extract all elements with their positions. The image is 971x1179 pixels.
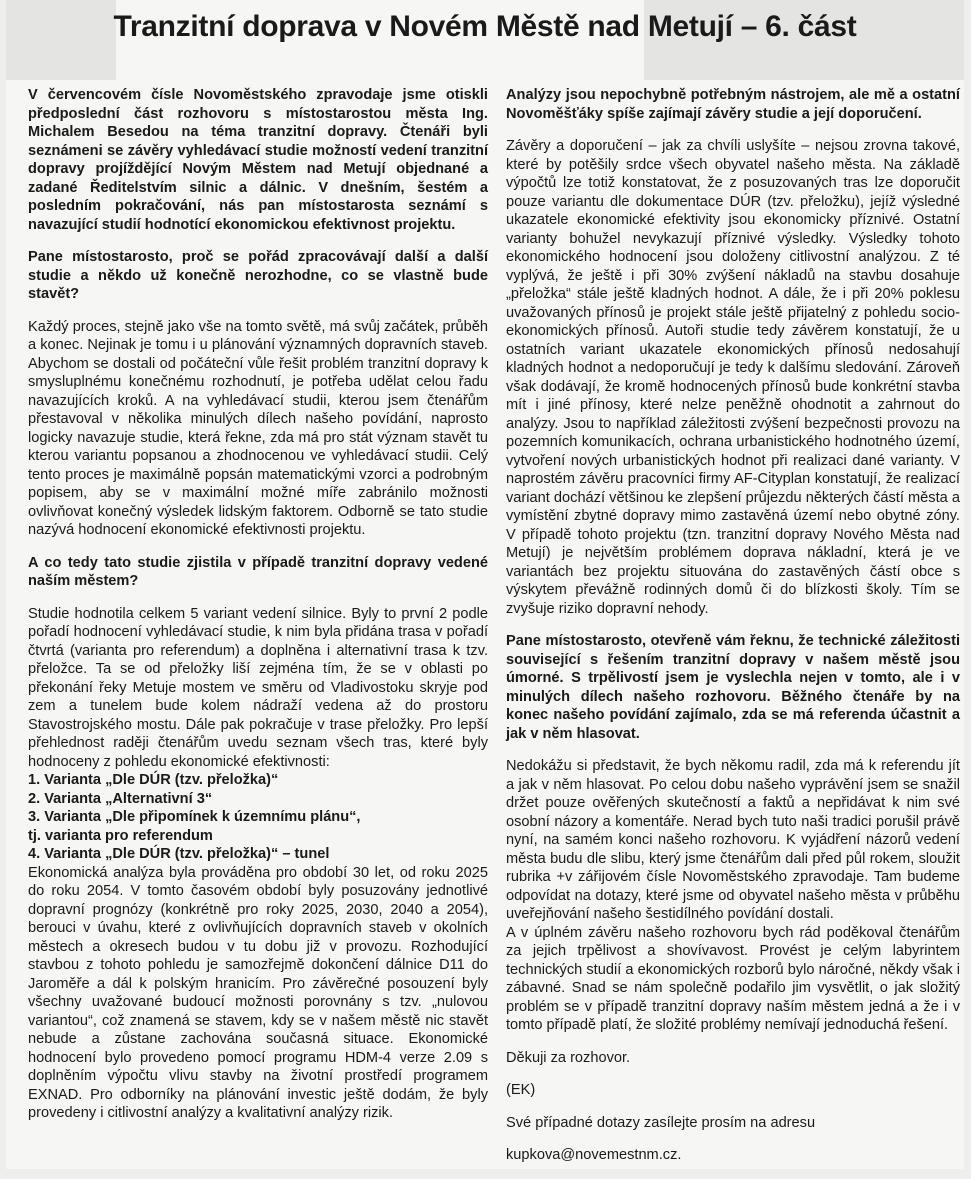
variant-list xyxy=(28,771,488,864)
thanks-line: Děkuji za rozhovor. xyxy=(506,1049,631,1066)
question-4: Pane místostarosto, otevřeně vám řeknu, že technické záležitosti související s řešením tranzitní dopravy v našem městě jsou úmorné. S trpělivostí jsem je vyslechla nejen v tomto, ale i v minulých dílech našeho rozhovoru. Běžného čtenáře by na konec našeho povídání zajímalo, zda se má referenda účastnit a jak v něm hlasovat. xyxy=(506,633,960,742)
answer-2-continued: Ekonomická analýza byla prováděna pro období 30 let, od roku 2025 do roku 2054. V tomto časovém období byly posuzovány jednotlivé dopravní prognózy (konkrétně pro roky 2025, 2030, 2040 a 2054), berouci v úvahu, které z ovlivňujících dopravních staveb v okolních městech a okresech budou v tu dobu již v provozu. Rozhodující stavbou z tohoto pohledu je samozřejmě dokončení dálnice D11 do Jaroměře a dál k polským hranicím. Pro závěrečné posouzení byly všechny uvažované budoucí možnosti porovnány s tzv. „nulovou variantou“, což znamená se stavem, kdy se v našem městě nic stavět nebude a zůstane zachována současná situace. Ekonomické hodnocení bylo provedeno pomocí programu HDM-4 verze 2.09 s doplněním výpočtu vlivu stavby na životní prostředí programem EXNAD. Pro odborníky na plánování investic ještě dodám, že byly provedeny i citlivostní analýzy a kvalitativní analýzy rizik. xyxy=(28,864,488,1121)
question-3: Analýzy jsou nepochybně potřebným nástrojem, ale mě a ostatní Novoměšťáky spíše zajímají závěry studie a její doporučení. xyxy=(506,87,960,122)
newspaper-page xyxy=(6,0,964,1169)
answer-4-continued: A v úplném závěru našeho rozhovoru bych rád poděkoval čtenářům za jejich trpělivost a shovívavost. Provést je celým labyrintem technických studií a ekonomických rozborů bylo náročné, někdy však i zábavné. Snad se nám společně podařilo jim vysvětlit, o jak složitý problém se v případě tranzitní dopravy naším městem jedná a že i v tomto případě platí, že složité problémy nemívají jednoduchá řešení. xyxy=(506,924,960,1033)
signature-block xyxy=(506,1049,960,1165)
answer-4: Nedokážu si představit, že bych někomu radil, zda má k referendu jít a jak v něm hlasovat. Po celou dobu našeho vyprávění jsem se snažil držet pouze ověřených skutečností a faktů a nepřidávat k nim své osobní názory a komentáře. Nerad bych tuto naši tradici porušil právě nyní, na samém konci našeho rozhovoru. K vyjádření názorů vedení města budu dle slibu, který jsme čtenářům dali před půl rokem, sloužit rubrika +v zářijovém čísle Novoměstského zpravodaje. Tam budeme odpovídat na dotazy, které jsme od obyvatel našeho města v průběhu uveřejňování našeho šestidílného povídání dostali. xyxy=(506,758,960,922)
article-intro: V červencovém čísle Novoměstského zpravodaje jsme otiskli předposlední část rozhovoru s místostarostou města Ing. Michalem Besedou na téma tranzitní dopravy. Čtenáři byli seznámeni se závěry vyhledávací studie možností vedení tranzitní dopravy projíždějící Novým Městem nad Metují objednané a zadané Ředitelstvím silnic a dálnic. V dnešním, šestém a posledním pokračování, nás pan místostarosta seznámí s navazující studií hodnotící ekonomickou efektivnost projektu. xyxy=(28,87,488,233)
author-initials: (EK) xyxy=(506,1082,536,1098)
answer-2: Studie hodnotila celkem 5 variant vedení silnice. Byly to první 2 podle pořadí hodnocení vyhledávací studie, k nim byla přidána trasa v pořadí čtvrtá (varianta pro referendum) a doplněna i alternativní trasa k tzv. přeložce. Ta se od přeložky liší zejména tím, že se v oblasti po překonání řeky Metuje mostem ve směru od Vladivostoku skryje pod zem a tunelem bude kolem nádraží vedena až do prostoru Stavostrojského mostu. Dále pak pokračuje v trase přeložky. Pro lepší přehlednost raději čtenářům uvedu seznam všech tras, které byly hodnoceny z pohledu ekonomické efektivnosti: xyxy=(28,605,488,770)
question-2: A co tedy tato studie zjistila v případě tranzitní dopravy vedené naším městem? xyxy=(28,554,488,589)
left-column xyxy=(28,86,488,1137)
answer-3: Závěry a doporučení – jak za chvíli uslyšíte – nejsou zrovna takové, které by potěšily srdce všech obyvatel našeho města. Na základě výpočtů lze totiž konstatovat, že z posuzovaných tras lze doporučit pouze variantu dle dokumentace DÚR (tzv. přeložku), jejíž výsledné ukazatele ekonomické efektivity jsou ekonomicky příznivé. Ostatní varianty bohužel nevykazují příznivé výsledky. Výsledky tohoto ekonomického hodnocení jsou doloženy citlivostní analýzou. Z té vyplývá, že ještě i při 30% zvýšení nákladů na stavbu dosahuje „přeložka“ stále ještě kladných hodnot. A dále, že i při 20% poklesu uvažovaných přínosů je projekt stále ještě přijatelný z pohledu socio-ekonomických přínosů. Autoři studie tedy závěrem konstatují, že u ostatních variant ukazatele ekonomických přínosů nedosahují kladných hodnot a nedoporučují je tedy k dalšímu sledování. Zároveň však dodávají, že kromě hodnocených přínosů bude konkrétní stavba mít i jiné přínosy, které nelze peněžně ohodnotit a zahrnout do analýzy. Jsou to například záležitosti zvýšení bezpečnosti provozu na pozemních komunikacích, ochrana urbanistického hodnotného území, vytvoření nových urbanistických hodnot při realizaci dané varianty. V naprostém závěru pracovníci firmy AF-Cityplan konstatují, že realizací variant dochází většinou ke zlepšení průjezdu některých částí města a vymístění zbytné dopravy mimo zastavěná území nebo obytné zóny. V případě tohoto projektu (tzn. tranzitní dopravy Nového Města nad Metují) je největším problémem doprava nákladní, která je ve variantách bez projektu situována do zastavěných částí obce s výskytem převážně rodinných domů či do blízkosti školy. Tím se zvyšuje riziko dopravní nehody. xyxy=(506,138,960,617)
contact-email: kupkova@novemestnm.cz. xyxy=(506,1147,682,1163)
right-column xyxy=(506,86,960,1179)
variant-item: tj. varianta pro referendum xyxy=(28,827,213,844)
variant-item: 2. Varianta „Alternativní 3“ xyxy=(28,790,213,807)
answer-1: Každý proces, stejně jako vše na tomto světě, má svůj začátek, průběh a konec. Nejinak je tomu i u plánování významných dopravních staveb. Abychom se dostali od počáteční vůle řešit problém tranzitní dopravy k smysluplnému konečnému rozhodnutí, je potřeba udělat celou řadu navazujících kroků. A na vyhledávací studii, kterou jsem čtenářům přestavoval v několika minulých dílech našeho povídání, naprosto logicky navazuje studie, která řekne, zda má pro stát význam stavět tu kterou variantu popsanou a zhodnocenou ve vyhledávací studii. Celý tento proces je maximálně popsán matematickými vzorci a podrobným popisem, aby se v maximální možné míře zabránilo možnosti ovlivňovat konečný výsledek lidským faktorem. Odborně se tato studie nazývá hodnocení ekonomické efektivnosti projektu. xyxy=(28,318,488,538)
contact-line: Své případné dotazy zasílejte prosím na adresu xyxy=(506,1114,816,1131)
variant-item: 1. Varianta „Dle DÚR (tzv. přeložka)“ xyxy=(28,772,279,788)
variant-item: 3. Varianta „Dle připomínek k územnímu plánu“, xyxy=(28,809,361,825)
variant-item: 4. Varianta „Dle DÚR (tzv. přeložka)“ – tunel xyxy=(28,846,330,862)
article-title: Tranzitní doprava v Novém Městě nad Metují – 6. část xyxy=(113,10,857,43)
question-1: Pane místostarosto, proč se pořád zpracovávají další a další studie a někdo už konečně nerozhodne, co se vlastně bude stavět? xyxy=(28,249,488,302)
